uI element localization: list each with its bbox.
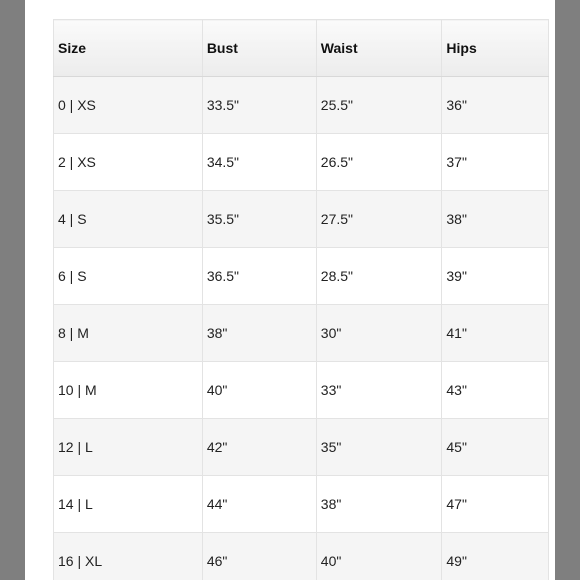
cell-hips: 41" (442, 305, 549, 362)
table-row (54, 191, 549, 248)
cell-hips: 47" (442, 476, 549, 533)
cell-waist: 40" (316, 533, 442, 580)
cell-bust: 42" (202, 419, 316, 476)
cell-hips: 39" (442, 248, 549, 305)
table-row (54, 248, 549, 305)
cell-bust: 46" (202, 533, 316, 580)
cell-size: 2 | XS (54, 134, 203, 191)
cell-hips: 38" (442, 191, 549, 248)
table-row (54, 305, 549, 362)
header-waist: Waist (316, 20, 442, 77)
size-chart-table (53, 19, 549, 580)
cell-size: 0 | XS (54, 77, 203, 134)
cell-hips: 37" (442, 134, 549, 191)
cell-waist: 26.5" (316, 134, 442, 191)
header-hips: Hips (442, 20, 549, 77)
cell-waist: 25.5" (316, 77, 442, 134)
table-header (54, 20, 549, 77)
cell-hips: 45" (442, 419, 549, 476)
table-row (54, 476, 549, 533)
cell-waist: 38" (316, 476, 442, 533)
cell-size: 14 | L (54, 476, 203, 533)
cell-size: 10 | M (54, 362, 203, 419)
cell-bust: 44" (202, 476, 316, 533)
cell-bust: 40" (202, 362, 316, 419)
cell-size: 12 | L (54, 419, 203, 476)
table-row (54, 77, 549, 134)
cell-bust: 36.5" (202, 248, 316, 305)
cell-size: 4 | S (54, 191, 203, 248)
table-row (54, 419, 549, 476)
cell-bust: 35.5" (202, 191, 316, 248)
cell-size: 16 | XL (54, 533, 203, 580)
cell-size: 8 | M (54, 305, 203, 362)
cell-waist: 27.5" (316, 191, 442, 248)
cell-hips: 49" (442, 533, 549, 580)
cell-waist: 35" (316, 419, 442, 476)
header-bust: Bust (202, 20, 316, 77)
cell-bust: 38" (202, 305, 316, 362)
cell-hips: 43" (442, 362, 549, 419)
header-size: Size (54, 20, 203, 77)
cell-bust: 33.5" (202, 77, 316, 134)
cell-waist: 28.5" (316, 248, 442, 305)
cell-waist: 30" (316, 305, 442, 362)
page-content (25, 0, 555, 580)
table-row (54, 362, 549, 419)
header-row (54, 20, 549, 77)
table-body (54, 77, 549, 580)
cell-size: 6 | S (54, 248, 203, 305)
cell-bust: 34.5" (202, 134, 316, 191)
cell-hips: 36" (442, 77, 549, 134)
table-row (54, 134, 549, 191)
table-row (54, 533, 549, 580)
cell-waist: 33" (316, 362, 442, 419)
